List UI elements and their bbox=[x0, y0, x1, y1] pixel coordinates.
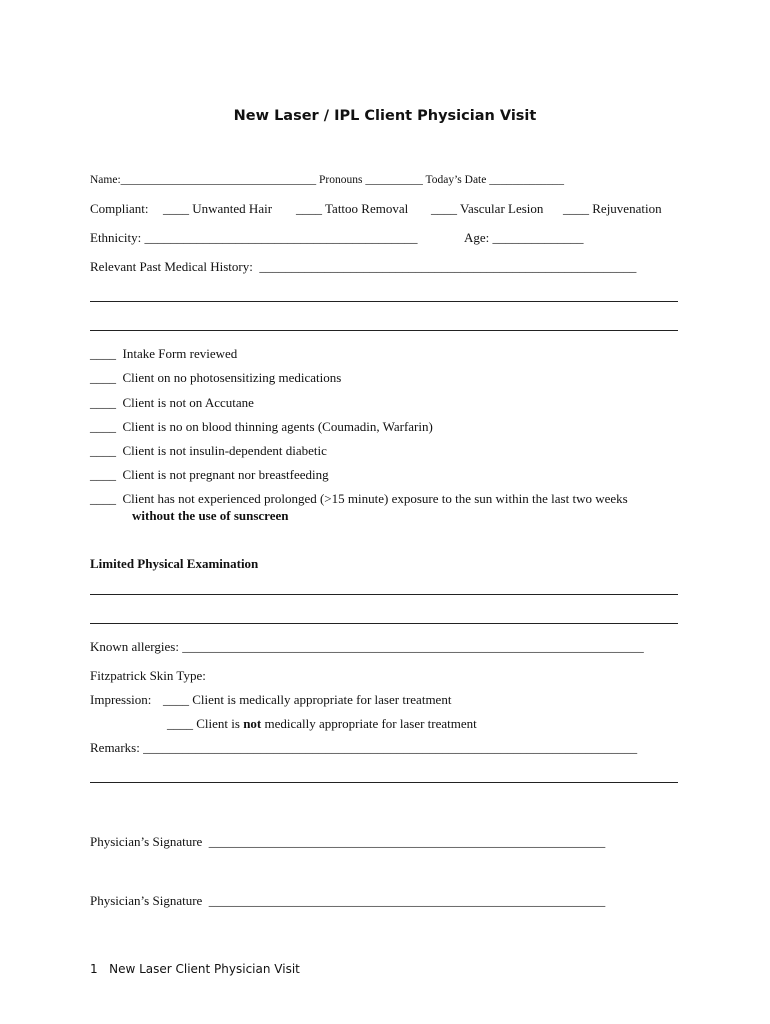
allergies-row bbox=[90, 639, 644, 655]
compliant-option-tattoo-removal[interactable] bbox=[296, 201, 408, 217]
remarks-row bbox=[90, 740, 637, 756]
footer-text: New Laser Client Physician Visit bbox=[109, 962, 300, 976]
page-footer bbox=[90, 962, 300, 976]
signature-field[interactable]: _____________________________________________________________ bbox=[208, 834, 606, 849]
medical-history-line-2[interactable] bbox=[90, 301, 678, 302]
medical-history-field[interactable]: __________________________________________________________ bbox=[259, 259, 637, 274]
compliant-option-rejuvenation[interactable] bbox=[563, 201, 662, 217]
checklist-item[interactable] bbox=[90, 467, 329, 483]
checkbox-blank[interactable]: ____ bbox=[163, 692, 189, 707]
signature-row bbox=[90, 893, 605, 909]
ethnicity-field[interactable]: __________________________________________ bbox=[144, 230, 418, 245]
checkbox-blank[interactable]: ____ bbox=[90, 419, 116, 434]
checklist-item[interactable] bbox=[90, 395, 254, 411]
allergies-label: Known allergies: bbox=[90, 639, 179, 654]
checklist-text: Client is no on blood thinning agents (Coumadin, Warfarin) bbox=[122, 419, 433, 434]
ethnicity-label: Ethnicity: bbox=[90, 230, 142, 245]
checklist-text: Intake Form reviewed bbox=[122, 346, 238, 361]
checklist-text: Client is not insulin-dependent diabetic bbox=[122, 443, 327, 458]
checklist-item[interactable] bbox=[90, 346, 237, 362]
impression-option-text-pre: Client is bbox=[196, 716, 240, 731]
checklist-continuation: without the use of sunscreen bbox=[132, 508, 289, 523]
signature-label: Physician’s Signature bbox=[90, 893, 203, 908]
checklist-item[interactable] bbox=[90, 491, 628, 507]
checkbox-blank[interactable]: ____ bbox=[90, 370, 116, 385]
checkbox-blank[interactable]: ____ bbox=[431, 201, 457, 216]
skin-type-label: Fitzpatrick Skin Type: bbox=[90, 668, 206, 683]
checkbox-blank[interactable]: ____ bbox=[90, 346, 116, 361]
ethnicity-row bbox=[90, 230, 418, 246]
option-label: Rejuvenation bbox=[592, 201, 662, 216]
exam-line-1[interactable] bbox=[90, 594, 678, 595]
impression-option-not-appropriate[interactable] bbox=[167, 716, 477, 732]
checkbox-blank[interactable]: ____ bbox=[90, 467, 116, 482]
name-label: Name: bbox=[90, 174, 121, 186]
date-label: Today’s Date bbox=[425, 174, 487, 186]
pronouns-field[interactable]: __________ bbox=[365, 174, 423, 186]
impression-option-text: Client is medically appropriate for laser treatment bbox=[192, 692, 452, 707]
signature-row bbox=[90, 834, 605, 850]
pronouns-label: Pronouns bbox=[319, 174, 363, 186]
checkbox-blank[interactable]: ____ bbox=[90, 395, 116, 410]
option-label: Unwanted Hair bbox=[192, 201, 273, 216]
date-field[interactable]: _____________ bbox=[489, 174, 564, 186]
exam-heading: Limited Physical Examination bbox=[90, 556, 259, 571]
remarks-label: Remarks: bbox=[90, 740, 140, 755]
checkbox-blank[interactable]: ____ bbox=[90, 491, 116, 506]
checklist-item[interactable] bbox=[90, 370, 341, 386]
checklist-text: Client is not pregnant nor breastfeeding bbox=[122, 467, 329, 482]
allergies-field[interactable]: _______________________________________________________________________ bbox=[182, 639, 644, 654]
checkbox-blank[interactable]: ____ bbox=[296, 201, 322, 216]
medical-history-label: Relevant Past Medical History: bbox=[90, 259, 253, 274]
name-row bbox=[90, 172, 564, 188]
checklist-text: Client has not experienced prolonged (>15 minute) exposure to the sun within the last two weeks bbox=[122, 491, 628, 506]
medical-history-line-3[interactable] bbox=[90, 330, 678, 331]
compliant-option-unwanted-hair[interactable] bbox=[163, 201, 272, 217]
signature-label: Physician’s Signature bbox=[90, 834, 203, 849]
medical-history-row bbox=[90, 259, 636, 275]
checklist-item[interactable] bbox=[90, 419, 433, 435]
checkbox-blank[interactable]: ____ bbox=[167, 716, 193, 731]
impression-label: Impression: bbox=[90, 692, 152, 707]
checklist-item[interactable] bbox=[90, 443, 327, 459]
page-number: 1 bbox=[90, 962, 98, 976]
name-field[interactable]: __________________________________ bbox=[120, 174, 317, 186]
age-label: Age: bbox=[464, 230, 490, 245]
page-title: New Laser / IPL Client Physician Visit bbox=[233, 108, 537, 124]
compliant-option-vascular-lesion[interactable] bbox=[431, 201, 543, 217]
option-label: Tattoo Removal bbox=[325, 201, 409, 216]
impression-option-appropriate[interactable] bbox=[163, 692, 451, 708]
compliant-label: Compliant: bbox=[90, 201, 149, 216]
exam-line-2[interactable] bbox=[90, 623, 678, 624]
signature-field[interactable]: _____________________________________________________________ bbox=[208, 893, 606, 908]
checkbox-blank[interactable]: ____ bbox=[90, 443, 116, 458]
age-field[interactable]: ______________ bbox=[492, 230, 584, 245]
remarks-field[interactable]: ____________________________________________________________________________ bbox=[143, 740, 638, 755]
option-label: Vascular Lesion bbox=[460, 201, 544, 216]
impression-option-emphasis: not bbox=[243, 716, 262, 731]
checkbox-blank[interactable]: ____ bbox=[563, 201, 589, 216]
remarks-line-2[interactable] bbox=[90, 782, 678, 783]
checklist-text: Client on no photosensitizing medications bbox=[122, 370, 342, 385]
impression-option-text-post: medically appropriate for laser treatment bbox=[264, 716, 477, 731]
checkbox-blank[interactable]: ____ bbox=[163, 201, 189, 216]
age-row bbox=[464, 230, 584, 246]
checklist-text: Client is not on Accutane bbox=[122, 395, 254, 410]
